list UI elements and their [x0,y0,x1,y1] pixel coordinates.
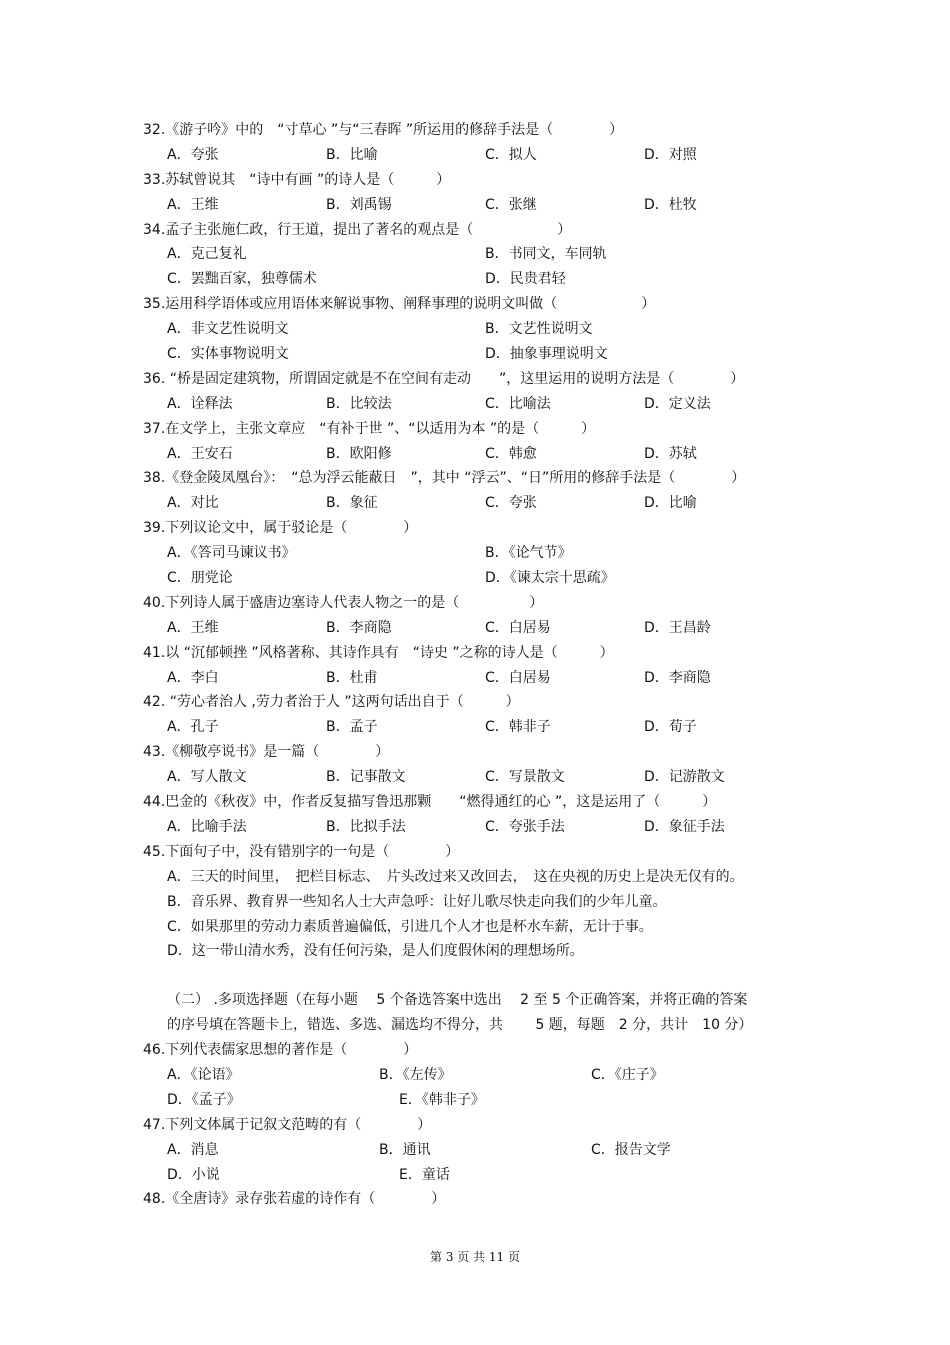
option: D．小说 [167,1166,220,1183]
question-stem: 46.下列代表儒家思想的著作是（ ） [143,1042,418,1059]
option: A．王维 [167,619,219,636]
option: B．欧阳修 [326,445,392,462]
option: D．《谏太宗十思疏》 [485,570,615,587]
option: C．《庄子》 [591,1066,664,1083]
option-row [143,392,803,417]
option-row [143,1088,803,1113]
option: B．《论气节》 [485,545,572,562]
option: B．《左传》 [379,1066,452,1083]
option-row [143,242,803,267]
option: C．韩愈 [485,445,537,462]
option: C．朋党论 [167,570,233,587]
question-stem: 36. “桥是固定建筑物，所谓固定就是不在空间有走动 ”，这里运用的说明方法是（ ） [143,370,745,387]
option-row [143,666,803,691]
option: A．非文艺性说明文 [167,321,289,338]
option-row [143,1138,803,1163]
option-row [143,442,803,467]
option: C．白居易 [485,619,551,636]
option: C．拟人 [485,146,537,163]
option: B．象征 [326,495,378,512]
option-row [143,1063,803,1088]
option: A．《答司马谏议书》 [167,545,296,562]
question-stem: 33.苏轼曾说其 “诗中有画 ”的诗人是（ ） [143,171,451,188]
option-row [143,143,803,168]
question-stem: 34.孟子主张施仁政，行王道，提出了著名的观点是（ ） [143,221,572,238]
question-stem: 47.下列文体属于记叙文范畴的有（ ） [143,1116,432,1133]
question-list [143,118,803,1212]
section-instructions: 的序号填在答题卡上，错选、多选、漏选均不得分，共 5 题，每题 2 分，共计 10 分） [167,1017,753,1034]
option: A．三天的时间里， 把栏目标志、 片头改过来又改回去， 这在央视的历史上是决无仅有的。 [167,868,744,885]
option: C．报告文学 [591,1141,671,1158]
option-row [143,342,803,367]
option: D．比喻 [644,495,697,512]
option: D．定义法 [644,395,711,412]
option: A．孔子 [167,719,219,736]
option: A．《论语》 [167,1066,240,1083]
option: B．音乐界、教育界一些知名人士大声急呼：让好儿歌尽快走向我们的少年儿童。 [167,893,667,910]
option: C．罢黜百家，独尊儒术 [167,271,317,288]
option: E．《韩非子》 [399,1091,485,1108]
option: A．王维 [167,196,219,213]
option: B．通讯 [379,1141,431,1158]
option: A．比喻手法 [167,818,247,835]
question-stem: 35.运用科学语体或应用语体来解说事物、阐释事理的说明文叫做（ ） [143,296,656,313]
option: B．记事散文 [326,769,406,786]
question-stem: 42. “劳心者治人 ,劳力者治于人 ”这两句话出自于（ ） [143,694,520,711]
option: C．夸张手法 [485,818,565,835]
option: C．白居易 [485,669,551,686]
question-stem: 43.《柳敬亭说书》是一篇（ ） [143,744,390,761]
option: B．杜甫 [326,669,378,686]
question-stem: 44.巴金的《秋夜》中，作者反复描写鲁迅那颗 “燃得通红的心 ”，这是运用了（ ） [143,794,717,811]
option: B．刘禹锡 [326,196,392,213]
option: A．对比 [167,495,219,512]
option: D．《孟子》 [167,1091,241,1108]
option: C．韩非子 [485,719,551,736]
option-row [143,267,803,292]
option-row [143,317,803,342]
question-stem: 45.下面句子中，没有错别字的一句是（ ） [143,843,460,860]
option: D．苏轼 [644,445,697,462]
option: C．如果那里的劳动力素质普遍偏低，引进几个人才也是杯水车薪，无计于事。 [167,918,653,935]
option: D．王昌龄 [644,619,711,636]
option: C．写景散文 [485,769,565,786]
option: D．象征手法 [644,818,725,835]
option: A．消息 [167,1141,219,1158]
option-row [143,815,803,840]
option-row [143,715,803,740]
option: B．比较法 [326,395,392,412]
option: C．实体事物说明文 [167,346,289,363]
option: E．童话 [399,1166,450,1183]
option: B．文艺性说明文 [485,321,593,338]
option: A．写人散文 [167,769,247,786]
option-row [143,193,803,218]
option: D．荀子 [644,719,697,736]
question-stem: 40.下列诗人属于盛唐边塞诗人代表人物之一的是（ ） [143,594,544,611]
option: B．比拟手法 [326,818,406,835]
option: D．杜牧 [644,196,697,213]
question-stem: 37.在文学上，主张文章应 “有补于世 ”、“以适用为本 ”的是（ ） [143,420,596,437]
question-stem: 39.下列议论文中，属于驳论是（ ） [143,520,418,537]
option-row [143,541,803,566]
option: C．夸张 [485,495,537,512]
option: B．比喻 [326,146,378,163]
option: D．对照 [644,146,697,163]
option-row [143,491,803,516]
option: B．书同文，车同轨 [485,246,607,263]
question-stem: 41.以 “沉郁顿挫 ”风格著称、其诗作具有 “诗史 ”之称的诗人是（ ） [143,644,614,661]
option-row [143,616,803,641]
option: A．克己复礼 [167,246,247,263]
option: D．记游散文 [644,769,725,786]
option: C．张继 [485,196,537,213]
option: D．抽象事理说明文 [485,346,608,363]
option: A．诠释法 [167,395,233,412]
question-stem: 38.《登金陵凤凰台》： “总为浮云能蔽日 ”，其中 “浮云”、“日”所用的修辞手法是（ ） [143,470,746,487]
option: A．李白 [167,669,219,686]
option: B．李商隐 [326,619,392,636]
option: A．夸张 [167,146,219,163]
option: D．这一带山清水秀，没有任何污染，是人们度假休闲的理想场所。 [167,943,584,960]
option-row [143,1163,803,1188]
option-row [143,566,803,591]
option: C．比喻法 [485,395,551,412]
option: B．孟子 [326,719,378,736]
page-footer: 第 3 页 共 11 页 [430,1250,520,1264]
question-stem: 32.《游子吟》中的 “寸草心 ”与“三春晖 ”所运用的修辞手法是（ ） [143,122,624,138]
section-heading: （二） .多项选择题（在每小题 5 个备选答案中选出 2 至 5 个正确答案，并将正确的答案 [167,992,748,1009]
option: D．民贵君轻 [485,271,566,288]
question-stem: 48.《全唐诗》录存张若虚的诗作有（ ） [143,1191,446,1208]
option: A．王安石 [167,445,233,462]
option: D．李商隐 [644,669,711,686]
option-row [143,765,803,790]
